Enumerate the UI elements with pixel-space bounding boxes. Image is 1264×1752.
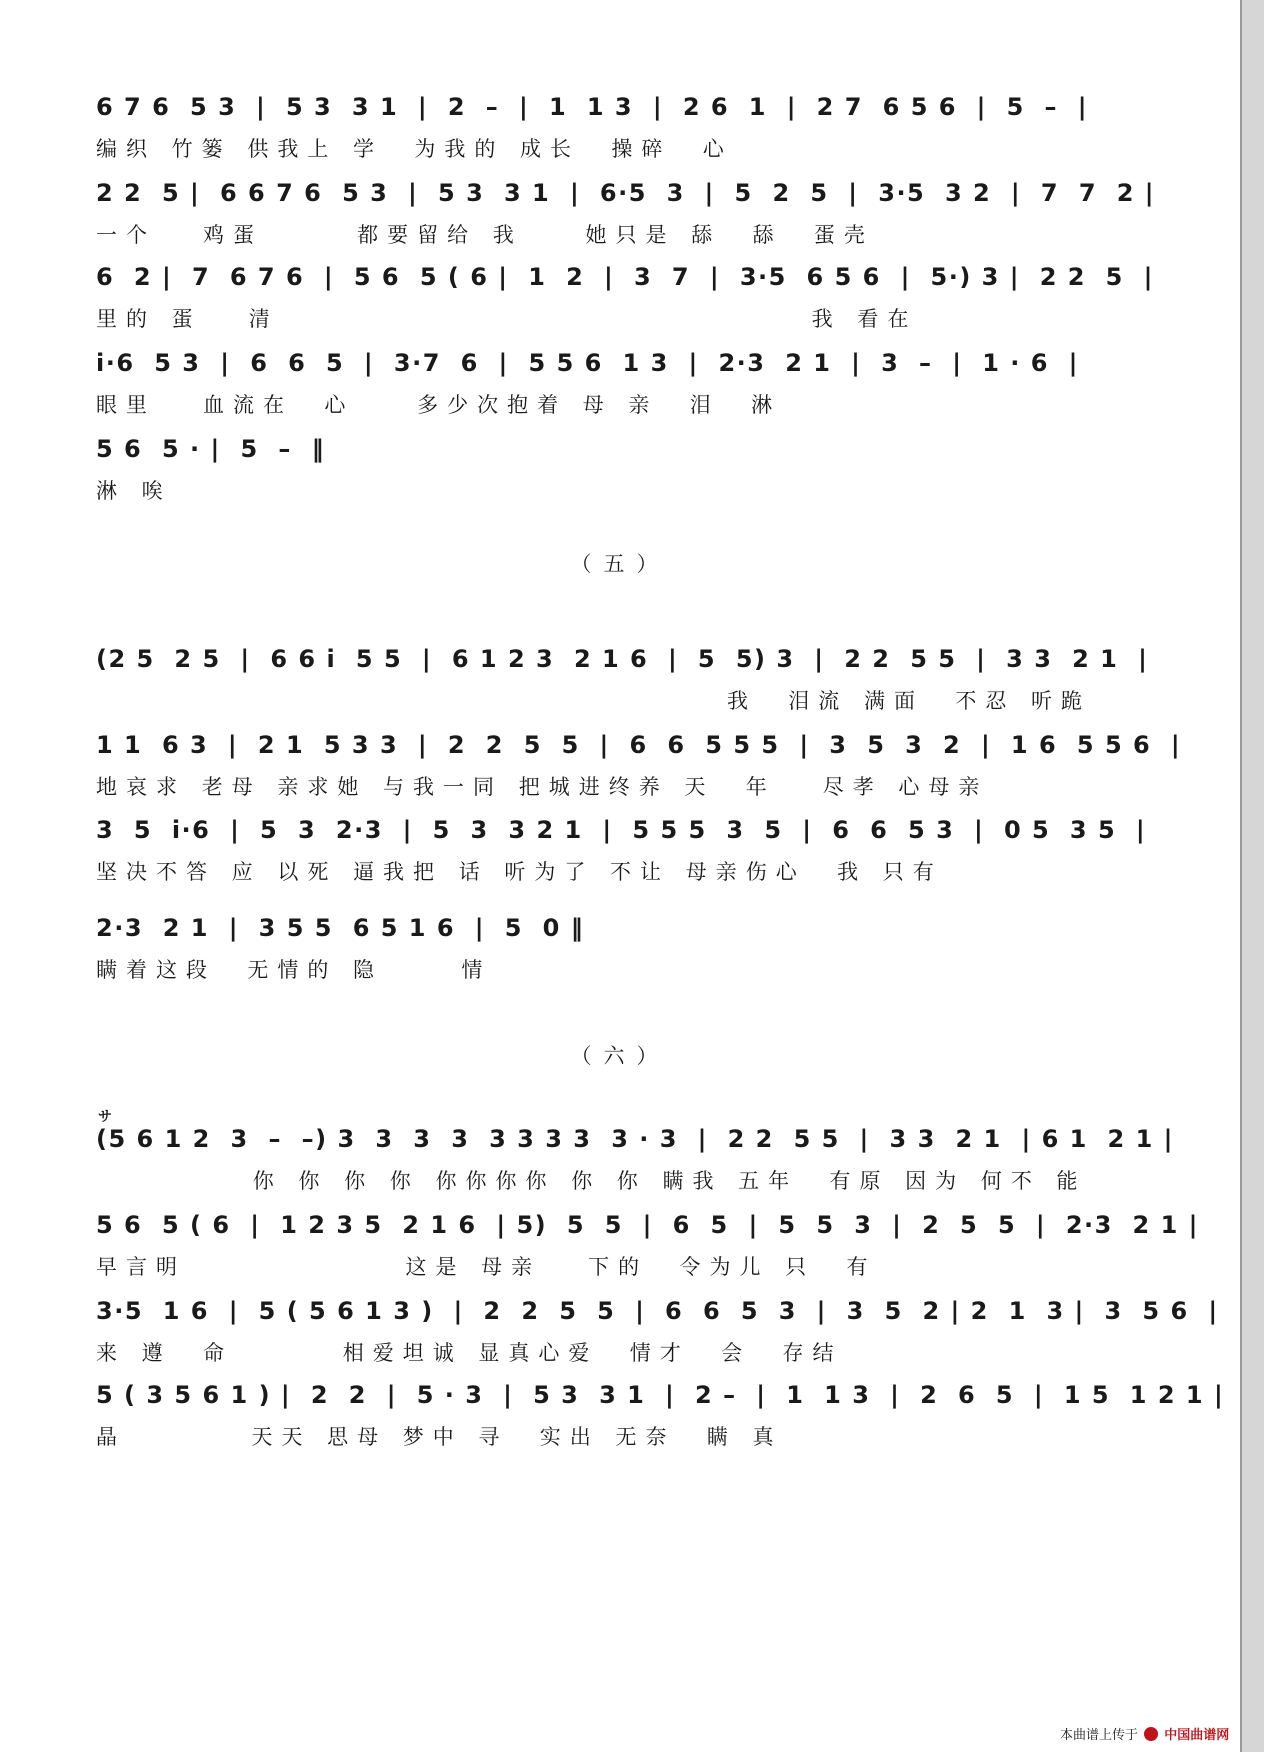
lyrics: 淋 唉	[96, 479, 172, 503]
score-line-10	[0, 1124, 1240, 1214]
site-logo-icon	[1144, 1727, 1158, 1741]
lyrics: 你 你 你 你 你你你你 你 你 瞒我 五年 有原 因为 何不 能	[96, 1169, 1087, 1193]
score-line-9	[0, 913, 1240, 1003]
score-line-3	[0, 262, 1240, 352]
lyrics: 我 泪流 满面 不忍 听跪	[726, 689, 1091, 713]
notation: 5 ( 3 5 6 1 ) | 2 2 | 5 · 3 | 5 3 3 1 | 2 – | 1 1 3 | 2 6 5 | 1 5 1 2 1 |	[96, 1381, 1225, 1409]
score-line-2	[0, 178, 1240, 268]
footer-site-link[interactable]: 中国曲谱网	[1164, 1728, 1230, 1743]
notation: 5 6 5 · | 5 – ‖	[96, 435, 326, 463]
score-line-7	[0, 730, 1240, 820]
score-line-1	[0, 92, 1240, 182]
scan-edge	[1240, 0, 1264, 1752]
free-rhythm-mark: サ	[98, 1109, 112, 1125]
notation: 1 1 6 3 | 2 1 5 3 3 | 2 2 5 5 | 6 6 5 5 5 | 3 5 3 2 | 1 6 5 5 6 |	[96, 731, 1182, 759]
lyrics: 一个 鸡蛋 都要留给 我 她只是 舔 舔 蛋壳	[96, 223, 874, 247]
lyrics: 地哀求 老母 亲求她 与我一同 把城进终养 天 年 尽孝 心母亲	[96, 775, 989, 799]
score-line-13	[0, 1380, 1240, 1470]
score-line-11	[0, 1210, 1240, 1300]
lyrics: 编织 竹篓 供我上 学 为我的 成长 操碎 心	[96, 137, 733, 161]
score-line-4	[0, 348, 1240, 438]
lyrics: 坚决不答 应 以死 逼我把 话 听为了 不让 母亲伤心 我 只有	[96, 860, 943, 884]
section-heading-six: （六）	[570, 1044, 670, 1068]
footer-prefix: 本曲谱上传于	[1060, 1728, 1139, 1743]
notation: 2·3 2 1 | 3 5 5 6 5 1 6 | 5 0 ‖	[96, 914, 585, 942]
lyrics: 里的 蛋 清 我 看在	[96, 307, 918, 331]
lyrics: 瞒着这段 无情的 隐 情	[96, 958, 492, 982]
notation: 6 7 6 5 3 | 5 3 3 1 | 2 – | 1 1 3 | 2 6 1 | 2 7 6 5 6 | 5 – |	[96, 93, 1089, 121]
footer-credit	[1060, 1724, 1229, 1743]
score-line-8	[0, 815, 1240, 905]
notation: (5 6 1 2 3 – –) 3 3 3 3 3 3 3 3 3 · 3 | 2 2 5 5 | 3 3 2 1 | 6 1 2 1 |	[96, 1125, 1174, 1153]
lyrics: 早言明 这是 母亲 下的 令为儿 只 有	[96, 1255, 877, 1279]
lyrics: 来 遵 命 相爱坦诚 显真心爱 情才 会 存结	[96, 1341, 843, 1365]
notation: 6 2 | 7 6 7 6 | 5 6 5 ( 6 | 1 2 | 3 7 | 3·5 6 5 6 | 5·) 3 | 2 2 5 |	[96, 263, 1154, 291]
score-line-5	[0, 434, 1240, 524]
notation: i·6 5 3 | 6 6 5 | 3·7 6 | 5 5 6 1 3 | 2·3 2 1 | 3 – | 1 · 6 |	[96, 349, 1079, 377]
section-heading-five: （五）	[570, 552, 670, 576]
score-line-12	[0, 1296, 1240, 1386]
lyrics: 晶 天天 思母 梦中 寻 实出 无奈 瞒 真	[96, 1425, 783, 1449]
lyrics: 眼里 血流在 心 多少次抱着 母 亲 泪 淋	[96, 393, 782, 417]
notation: (2 5 2 5 | 6 6 i 5 5 | 6 1 2 3 2 1 6 | 5 5) 3 | 2 2 5 5 | 3 3 2 1 |	[96, 645, 1149, 673]
notation: 2 2 5 | 6 6 7 6 5 3 | 5 3 3 1 | 6·5 3 | 5 2 5 | 3·5 3 2 | 7 7 2 |	[96, 179, 1156, 207]
notation: 3·5 1 6 | 5 ( 5 6 1 3 ) | 2 2 5 5 | 6 6 5 3 | 3 5 2 | 2 1 3 | 3 5 6 |	[96, 1297, 1219, 1325]
notation: 5 6 5 ( 6 | 1 2 3 5 2 1 6 | 5) 5 5 | 6 5 | 5 5 3 | 2 5 5 | 2·3 2 1 |	[96, 1211, 1199, 1239]
score-line-6	[0, 644, 1240, 734]
notation: 3 5 i·6 | 5 3 2·3 | 5 3 3 2 1 | 5 5 5 3 5 | 6 6 5 3 | 0 5 3 5 |	[96, 816, 1147, 844]
